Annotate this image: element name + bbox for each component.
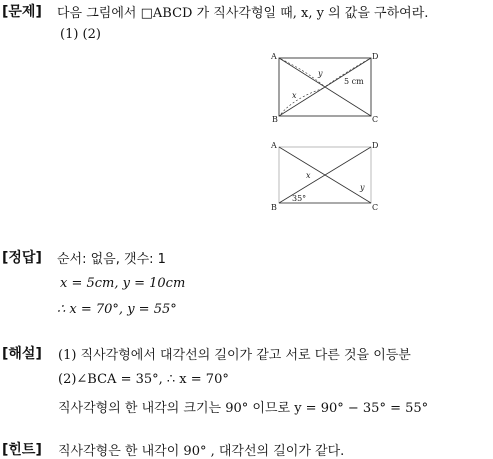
answer-line-2: ∴ x = 70°, y = 55° bbox=[57, 302, 177, 317]
explanation-line-2: (2)∠BCA = 35°, ∴ x = 70° bbox=[58, 372, 229, 387]
label-length: 5 cm bbox=[344, 77, 364, 86]
label-y: y bbox=[318, 69, 323, 78]
hint-tag: [힌트] bbox=[2, 442, 42, 458]
label-angle: 35° bbox=[292, 194, 307, 203]
problem-subparts: (1) (2) bbox=[60, 27, 101, 42]
problem-statement: 다음 그림에서 □ABCD 가 직사각형일 때, x, y 의 값을 구하여라. bbox=[57, 6, 429, 21]
label-x: x bbox=[292, 91, 297, 100]
answer-meta: 순서: 없음, 갯수: 1 bbox=[57, 252, 166, 267]
vertex-b-label: B bbox=[272, 115, 278, 124]
explanation-line-1: (1) 직사각형에서 대각선의 길이가 같고 서로 다른 것을 이등분 bbox=[58, 348, 411, 363]
problem-tag: [문제] bbox=[2, 4, 42, 20]
vertex-d-label: D bbox=[372, 52, 379, 61]
label-x: x bbox=[306, 171, 311, 180]
hint-text: 직사각형은 한 내각이 90° , 대각선의 길이가 같다. bbox=[58, 444, 345, 459]
answer-tag: [정답] bbox=[2, 250, 42, 266]
explanation-tag: [해설] bbox=[2, 346, 42, 362]
vertex-a-label: A bbox=[271, 141, 277, 150]
vertex-a-label: A bbox=[271, 52, 277, 61]
vertex-c-label: C bbox=[372, 203, 379, 212]
answer-line-1: x = 5cm, y = 10cm bbox=[60, 276, 186, 291]
figure-2-rectangle-diagram bbox=[266, 135, 386, 215]
vertex-b-label: B bbox=[271, 203, 277, 212]
vertex-c-label: C bbox=[372, 115, 379, 124]
explanation-line-3: 직사각형의 한 내각의 크기는 90° 이므로 y = 90° − 35° = 55° bbox=[58, 401, 429, 416]
figure-1-rectangle-diagram bbox=[266, 46, 386, 126]
label-y: y bbox=[360, 183, 365, 192]
vertex-d-label: D bbox=[372, 141, 379, 150]
